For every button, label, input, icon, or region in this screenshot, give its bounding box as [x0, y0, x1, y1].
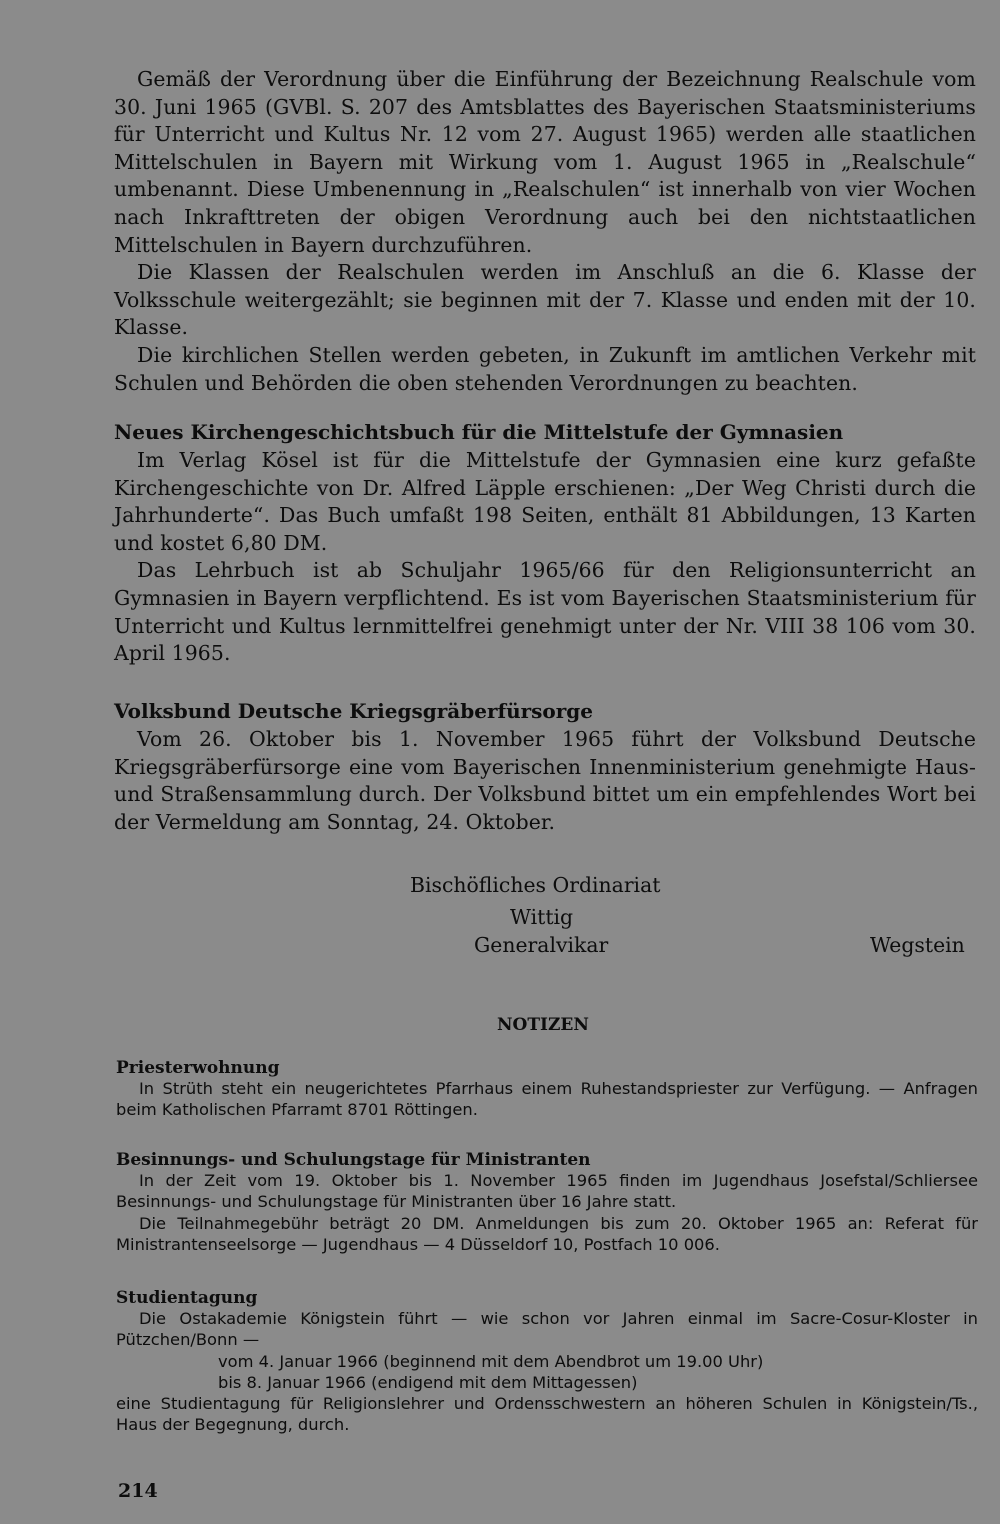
besinnung-heading: Besinnungs- und Schulungstage für Ministranten — [116, 1150, 591, 1170]
kirchengeschichte-paragraph-1: Im Verlag Kösel ist für die Mittelstufe der Gymnasien eine kurz gefaßte Kirchengeschichte von Dr. Alfred Läpple erschienen: „Der Weg Christi durch die Jahrhunderte“. Das Buch umfaßt 198 Seiten, enthält 81 Abbildungen, 13 Karten und kostet 6,80 DM. — [114, 448, 976, 555]
intro-paragraph-1: Gemäß der Verordnung über die Einführung der Bezeichnung Realschule vom 30. Juni 1965 (GVBl. S. 207 des Amtsblattes des Bayerischen Staatsministeriums für Unterricht und Kultus Nr. 12 vom 27. August 1965) werden alle staatlichen Mittelschulen in Bayern mit Wirkung vom 1. August 1965 in „Realschule“ umbenannt. Diese Umbenennung in „Realschulen“ ist innerhalb von vier Wochen nach Inkrafttreten der obigen Verordnung auch bei den nichtstaatlichen Mittelschulen in Bayern durchzuführen. — [114, 67, 976, 257]
besinnung-paragraph-2: Die Teilnahmegebühr beträgt 20 DM. Anmeldungen bis zum 20. Oktober 1965 an: Referat für Ministrantenseelsorge — Jugendhaus — 4 Düsseldorf 10, Postfach 10 006. — [116, 1213, 978, 1254]
notizen-heading: NOTIZEN — [497, 1015, 589, 1035]
priesterwohnung-text: In Strüth steht ein neugerichtetes Pfarrhaus einem Ruhestandspriester zur Verfügung. — Anfragen beim Katholischen Pfarramt 8701 Röttingen. — [116, 1079, 978, 1120]
volksbund-paragraph: Vom 26. Oktober bis 1. November 1965 führt der Volksbund Deutsche Kriegsgräberfürsorge eine vom Bayerischen Innenministerium genehmigte Haus- und Straßensammlung durch. Der Volksbund bittet um ein empfehlendes Wort bei der Vermeldung am Sonntag, 24. Oktober. — [114, 727, 976, 834]
kirchengeschichte-paragraph-2: Das Lehrbuch ist ab Schuljahr 1965/66 für den Religionsunterricht an Gymnasien in Bayern verpflichtend. Es ist vom Bayerischen Staatsministerium für Unterricht und Kultus lernmittelfrei genehmigt unter der Nr. VIII 38 106 vom 30. April 1965. — [114, 558, 976, 666]
studientagung-paragraph-2: eine Studientagung für Religionslehrer und Ordensschwestern an höheren Schulen in Königstein/Ts., Haus der Begegnung, durch. — [116, 1394, 978, 1435]
studientagung-paragraph-1: Die Ostakademie Königstein führt — wie schon vor Jahren einmal im Sacre-Cosur-Kloster in Pützchen/Bonn — — [116, 1309, 978, 1350]
studientagung-date-to: bis 8. Januar 1966 (endigend mit dem Mittagessen) — [218, 1372, 638, 1392]
besinnung-section — [116, 1150, 978, 1255]
studientagung-date-from: vom 4. Januar 1966 (beginnend mit dem Abendbrot um 19.00 Uhr) — [218, 1351, 764, 1371]
signature-name: Wittig — [510, 905, 574, 929]
priesterwohnung-heading: Priesterwohnung — [116, 1058, 280, 1078]
studientagung-heading: Studientagung — [116, 1288, 258, 1308]
intro-paragraph-3: Die kirchlichen Stellen werden gebeten, in Zukunft im amtlichen Verkehr mit Schulen und Behörden die oben stehenden Verordnungen zu beachten. — [114, 342, 976, 395]
page-number: 214 — [118, 1480, 158, 1502]
volksbund-section — [114, 699, 976, 836]
besinnung-paragraph-1: In der Zeit vom 19. Oktober bis 1. November 1965 finden im Jugendhaus Josefstal/Schliersee Besinnungs- und Schulungstage für Ministranten über 16 Jahre statt. — [116, 1171, 978, 1212]
studientagung-section — [116, 1288, 978, 1436]
intro-section — [114, 66, 976, 397]
signature-office: Bischöfliches Ordinariat — [410, 873, 661, 897]
intro-paragraph-2: Die Klassen der Realschulen werden im Anschluß an die 6. Klasse der Volksschule weitergezählt; sie beginnen mit der 7. Klasse und enden mit der 10. Klasse. — [114, 260, 976, 340]
volksbund-heading: Volksbund Deutsche Kriegsgräberfürsorge — [114, 699, 594, 723]
signature-second-name: Wegstein — [870, 933, 965, 957]
signature-title: Generalvikar — [474, 933, 609, 957]
priesterwohnung-section — [116, 1058, 978, 1121]
kirchengeschichte-section — [114, 420, 976, 668]
kirchengeschichte-heading: Neues Kirchengeschichtsbuch für die Mittelstufe der Gymnasien — [114, 420, 844, 444]
